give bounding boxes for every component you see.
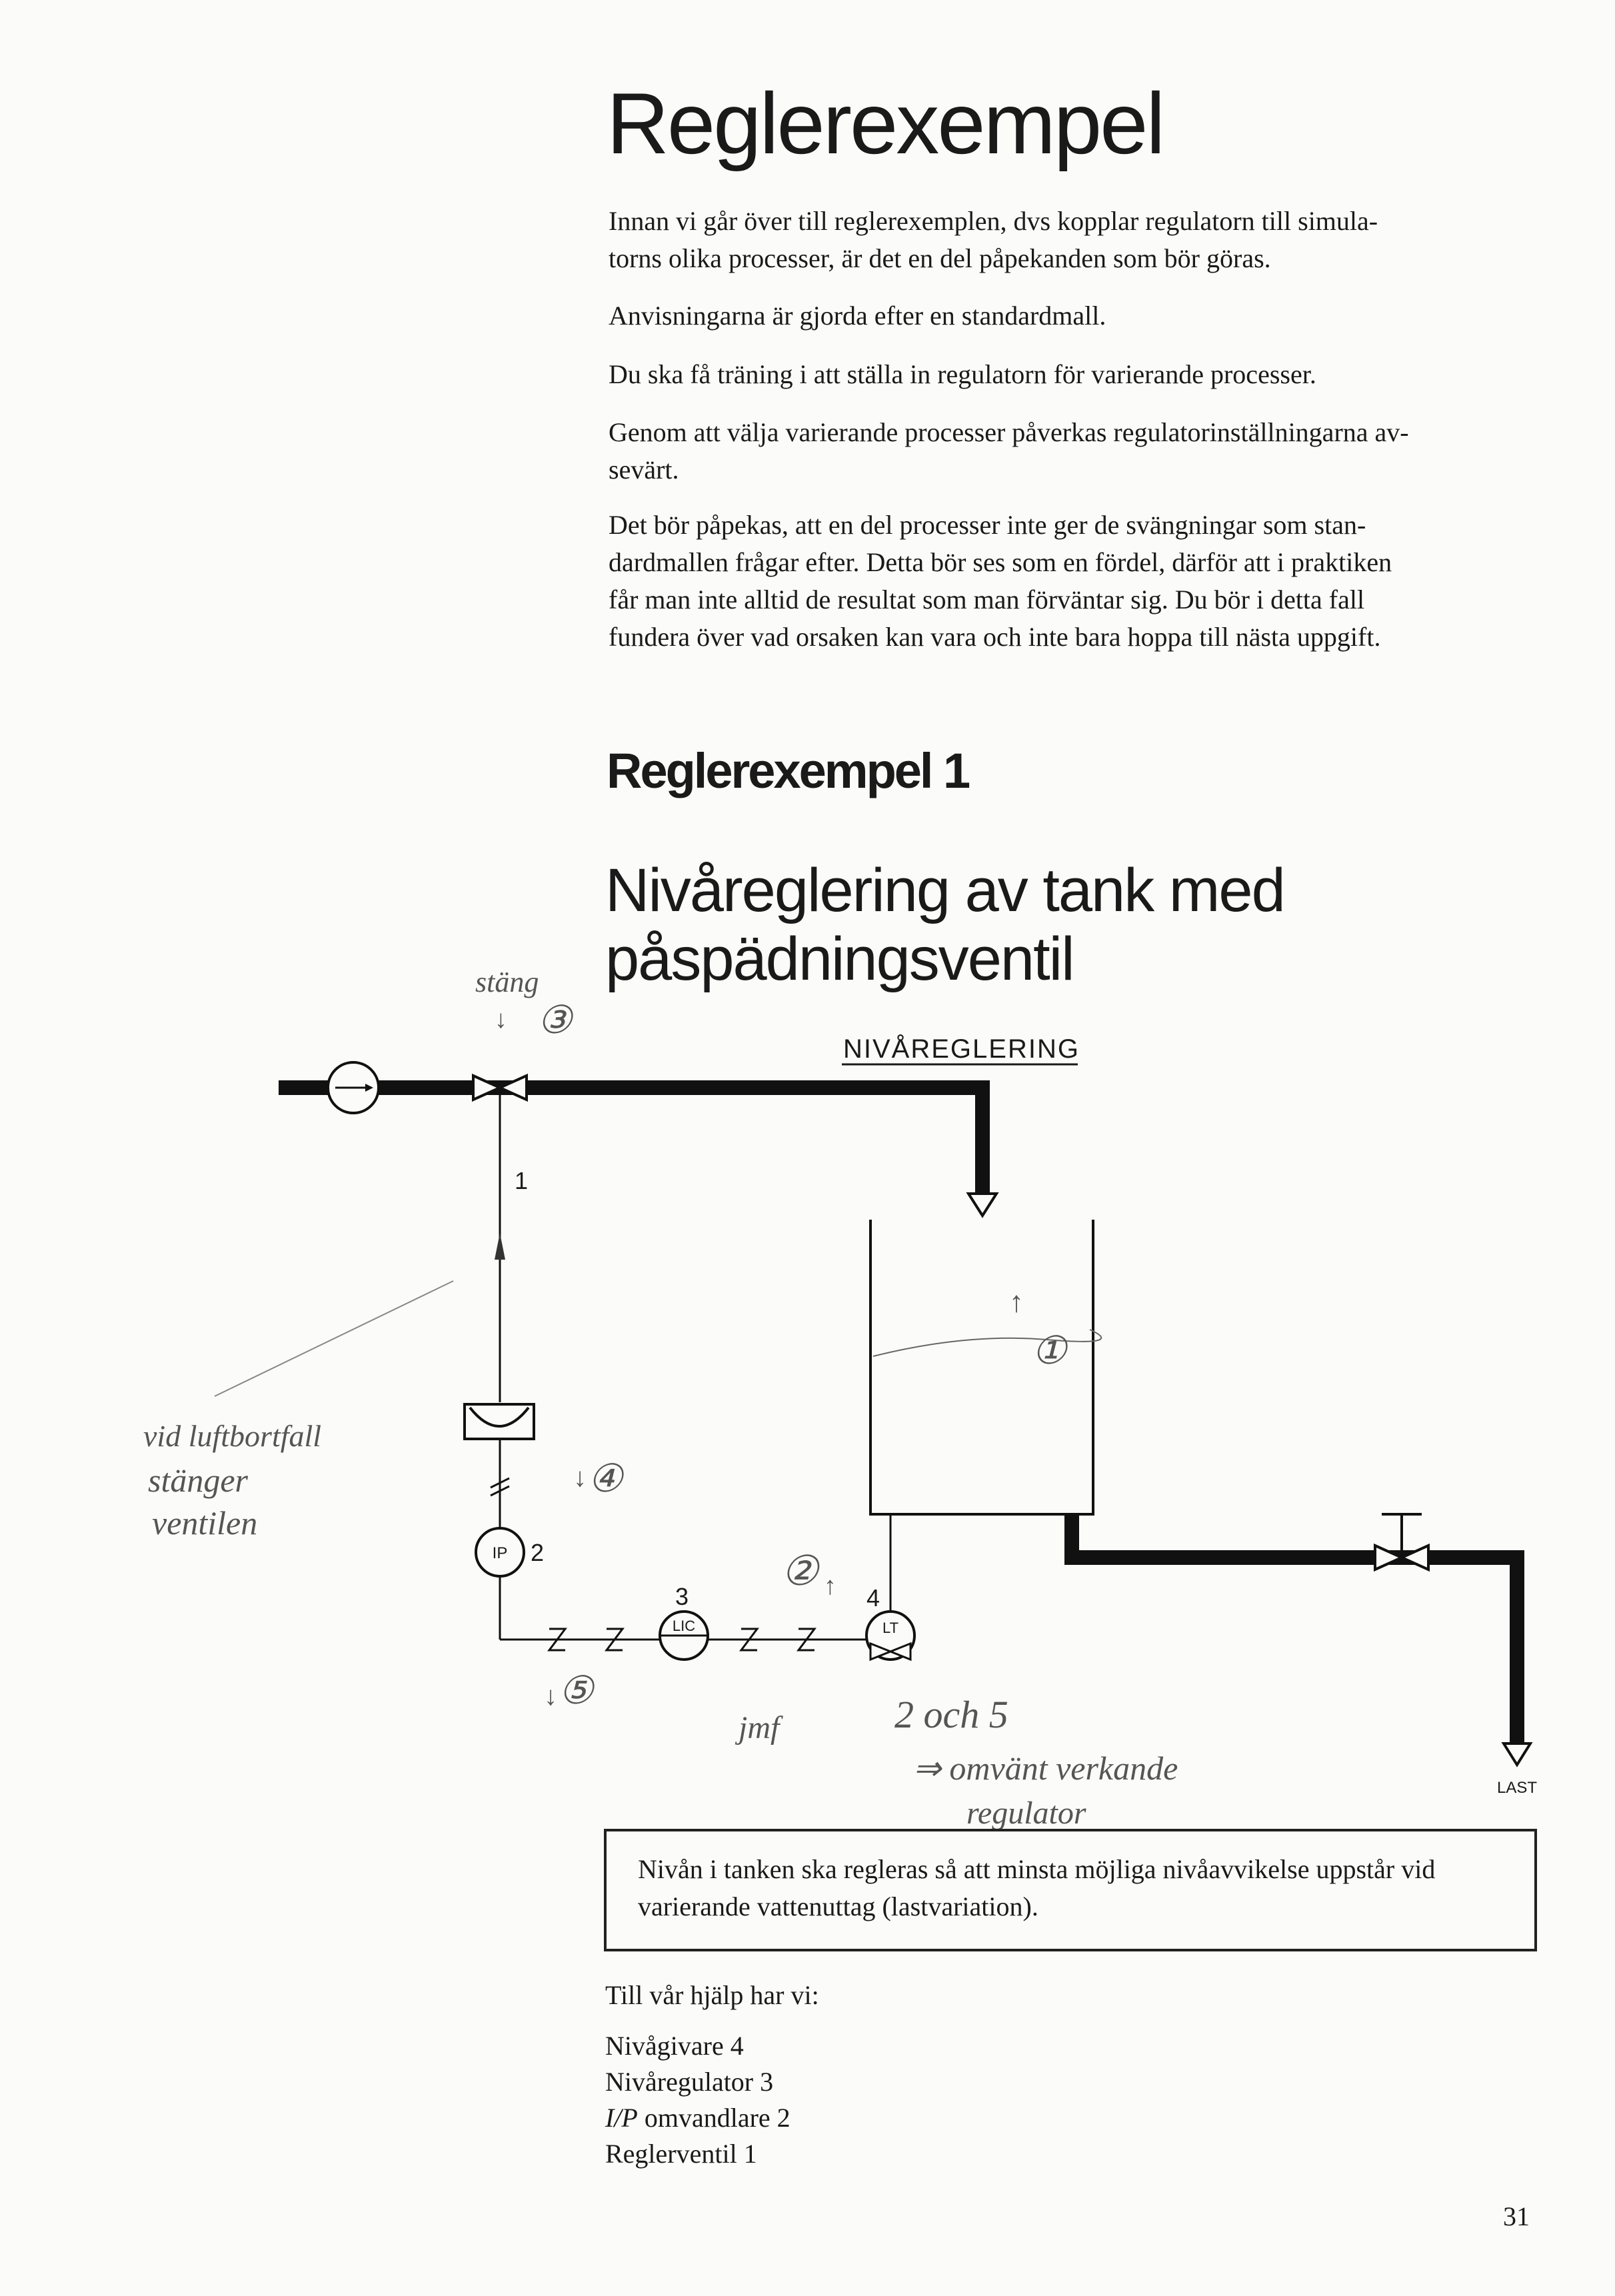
page-title: Reglerexempel: [607, 75, 1164, 172]
text-line: får man inte alltid de resultat som man förväntar sig. Du bör i detta fall: [609, 584, 1365, 614]
label-2: 2: [531, 1539, 545, 1566]
text-line: torns olika processer, är det en del påpekanden som bör göras.: [609, 243, 1271, 273]
help-item: Nivågivare 4: [605, 2031, 744, 2061]
note-circle-2: ②: [781, 1549, 818, 1594]
label-1: 1: [515, 1167, 529, 1194]
note-circle-5: ⑤: [559, 1669, 593, 1712]
load-valve-icon: [1375, 1546, 1402, 1570]
note-arrow: ↑: [1009, 1286, 1024, 1318]
outlet-arrow-icon: [1504, 1743, 1530, 1765]
text-line: sevärt.: [609, 455, 679, 485]
note-regulator: regulator: [966, 1795, 1086, 1831]
lt-label: LT: [882, 1620, 899, 1636]
intro-paragraph-3: Du ska få träning i att ställa in regulatorn för varierande processer.: [609, 359, 1316, 389]
note-arrow: ↑: [824, 1572, 836, 1600]
label-4: 4: [866, 1584, 880, 1612]
text-line: fundera över vad orsaken kan vara och inte bara hoppa till nästa uppgift.: [609, 622, 1381, 652]
label-3: 3: [675, 1583, 689, 1610]
text-line: Det bör påpekas, att en del processer inte ger de svängningar som stan-: [609, 510, 1366, 540]
help-heading: Till vår hjälp har vi:: [605, 1980, 819, 2010]
note-arrow: ↓: [544, 1681, 557, 1711]
ip-label: IP: [492, 1544, 508, 1562]
note-arrow: ↓: [495, 1006, 507, 1034]
section-subtitle-line-1: Nivåreglering av tank med: [605, 856, 1284, 924]
section-subtitle-line-2: påspädningsventil: [605, 925, 1074, 993]
inlet-pipe-down: [975, 1080, 990, 1194]
inlet-pipe: [279, 1080, 990, 1095]
control-valve-icon: [473, 1076, 500, 1100]
text-line: dardmallen frågar efter. Detta bör ses som en fördel, därför att i praktiken: [609, 547, 1392, 577]
text-line: Innan vi går över till reglerexemplen, dvs kopplar regulatorn till simula-: [609, 206, 1378, 236]
note-och: 2 och 5: [894, 1693, 1008, 1736]
help-item: Nivåregulator 3: [605, 2067, 774, 2097]
note-circle-4: ④: [588, 1457, 623, 1500]
goal-text: Nivån i tanken ska regleras så att minsta möjliga nivåavvikelse uppstår vid varierande vattenuttag (lastvariation).: [638, 1854, 1436, 1921]
inlet-arrow-icon: [968, 1194, 996, 1216]
valve-actuator-icon: [465, 1404, 534, 1439]
intro-paragraph-2: Anvisningarna är gjorda efter en standardmall.: [609, 301, 1106, 331]
note-arrow: ↓: [573, 1462, 587, 1492]
note-pointer-line: [215, 1281, 453, 1396]
section-title: Reglerexempel 1: [607, 743, 969, 798]
note-circle-3: ③: [537, 998, 572, 1042]
help-item-text: omvandlare 2: [637, 2103, 791, 2133]
lic-label: LIC: [672, 1618, 696, 1634]
note-jmf: jmf: [739, 1710, 780, 1745]
note-circle-1: ①: [1032, 1329, 1066, 1372]
water-level: [873, 1330, 1101, 1356]
last-label: LAST: [1496, 1779, 1538, 1797]
help-item-italic: I/P: [605, 2103, 638, 2133]
diagram-title: NIVÅREGLERING: [843, 1034, 1080, 1064]
page-number: 31: [1503, 2201, 1530, 2231]
note-vid: vid luftbortfall: [143, 1419, 322, 1453]
help-item: [605, 2102, 791, 2133]
note-omvant: ⇒ omvänt verkande: [913, 1749, 1178, 1787]
note-stang: stäng: [475, 966, 539, 998]
note-ventilen: ventilen: [152, 1504, 258, 1542]
note-stanger: stänger: [148, 1462, 248, 1499]
help-item: Reglerventil 1: [605, 2139, 757, 2169]
text-line: Genom att välja varierande processer påverkas regulatorinställningarna av-: [609, 417, 1409, 447]
